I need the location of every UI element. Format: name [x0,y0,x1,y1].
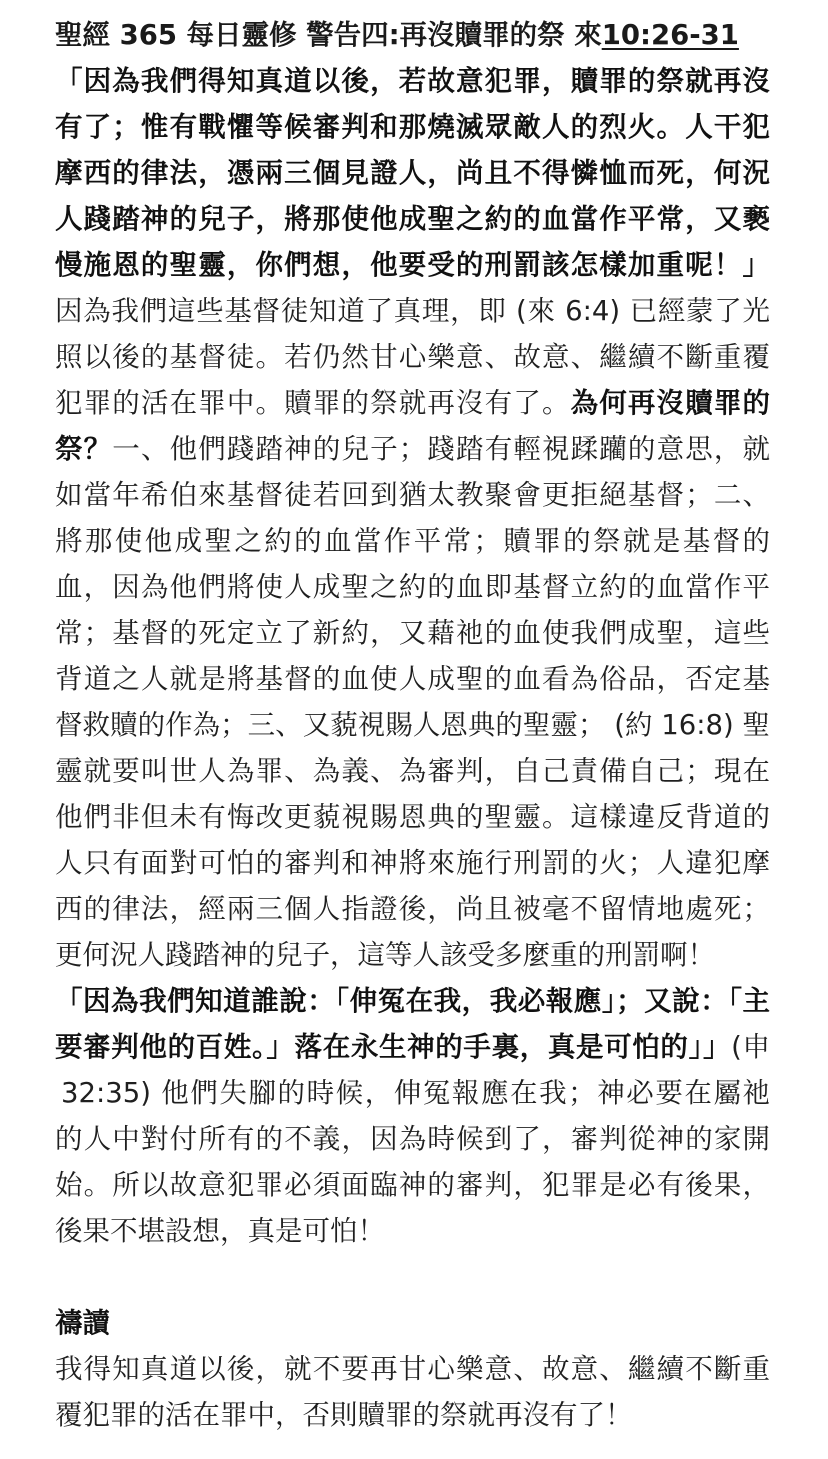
commentary-line: 西的律法，經兩三個人指證後，尚且被毫不留情地處死； [55,893,770,925]
commentary-line: 32:35) 他們失腳的時候，伸冤報應在我；神必要在屬祂 [61,1077,770,1109]
prayer-line: 覆犯罪的活在罪中，否則贖罪的祭就再沒有了！ [55,1399,633,1431]
prayer-line: 我得知真道以後，就不要再甘心樂意、故意、繼續不斷重 [55,1353,770,1385]
commentary-line: 的人中對付所有的不義，因為時候到了，審判從神的家開 [55,1123,770,1155]
title-line [55,12,770,58]
scripture-reference-link[interactable]: 10:26-31 [601,19,739,51]
scripture-quote-line: 「因為我們知道誰說：「伸冤在我，我必報應」；又說：「主 [55,985,770,1017]
scripture-quote-line: 人踐踏神的兒子，將那使他成聖之約的血當作平常，又褻 [55,203,770,235]
plain-text: 犯罪的活在罪中。贖罪的祭就再沒有了。 [55,387,571,419]
scripture-quote-line: 「因為我們得知真道以後，若故意犯罪，贖罪的祭就再沒 [55,65,770,97]
scripture-quote-line: 摩西的律法，憑兩三個見證人，尚且不得憐恤而死，何況 [55,157,770,189]
scripture-quote-line: 有了；惟有戰懼等候審判和那燒滅眾敵人的烈火。人干犯 [55,111,770,143]
emphasis-question: 祭？ [55,433,113,465]
scripture-quote-text: 要審判他的百姓。」落在永生神的手裏，真是可怕的」」 [55,1031,732,1063]
commentary-line: 督救贖的作為；三、又藐視賜人恩典的聖靈； (約 16:8) 聖 [55,709,770,741]
paragraph-spacer [55,1254,828,1300]
commentary-line: 如當年希伯來基督徒若回到猶太教聚會更拒絕基督；二、 [55,479,770,511]
prayer-heading: 禱讀 [55,1307,110,1339]
plain-text: (申 [731,1031,770,1063]
commentary-line: 他們非但未有悔改更藐視賜恩典的聖靈。這樣違反背道的 [55,801,770,833]
commentary-line: 因為我們這些基督徒知道了真理，即 (來 6:4) 已經蒙了光 [55,295,770,327]
commentary-line: 始。所以故意犯罪必須面臨神的審判，犯罪是必有後果， [55,1169,770,1201]
commentary-line [55,426,770,472]
devotional-title: 聖經 365 每日靈修 警告四:再沒贖罪的祭 來 [55,19,602,51]
scripture-quote-line: 慢施恩的聖靈，你們想，他要受的刑罰該怎樣加重呢！」 [55,249,770,281]
commentary-line: 將那使他成聖之約的血當作平常；贖罪的祭就是基督的 [55,525,770,557]
commentary-line: 靈就要叫世人為罪、為義、為審判，自己責備自己；現在 [55,755,770,787]
commentary-line: 常；基督的死定立了新約，又藉祂的血使我們成聖，這些 [55,617,770,649]
commentary-line: 後果不堪設想，真是可怕！ [55,1215,385,1247]
scripture-quote-line [55,1024,770,1070]
commentary-line: 背道之人就是將基督的血使人成聖的血看為俗品，否定基 [55,663,770,695]
commentary-line: 血，因為他們將使人成聖之約的血即基督立約的血當作平 [55,571,770,603]
commentary-line: 更何況人踐踏神的兒子，這等人該受多麼重的刑罰啊！ [55,939,715,971]
emphasis-question: 為何再沒贖罪的 [570,387,770,419]
commentary-line [55,380,770,426]
plain-text: 一、他們踐踏神的兒子；踐踏有輕視蹂躪的意思，就 [112,433,771,465]
commentary-line: 人只有面對可怕的審判和神將來施行刑罰的火；人違犯摩 [55,847,770,879]
commentary-line: 照以後的基督徒。若仍然甘心樂意、故意、繼續不斷重覆 [55,341,770,373]
